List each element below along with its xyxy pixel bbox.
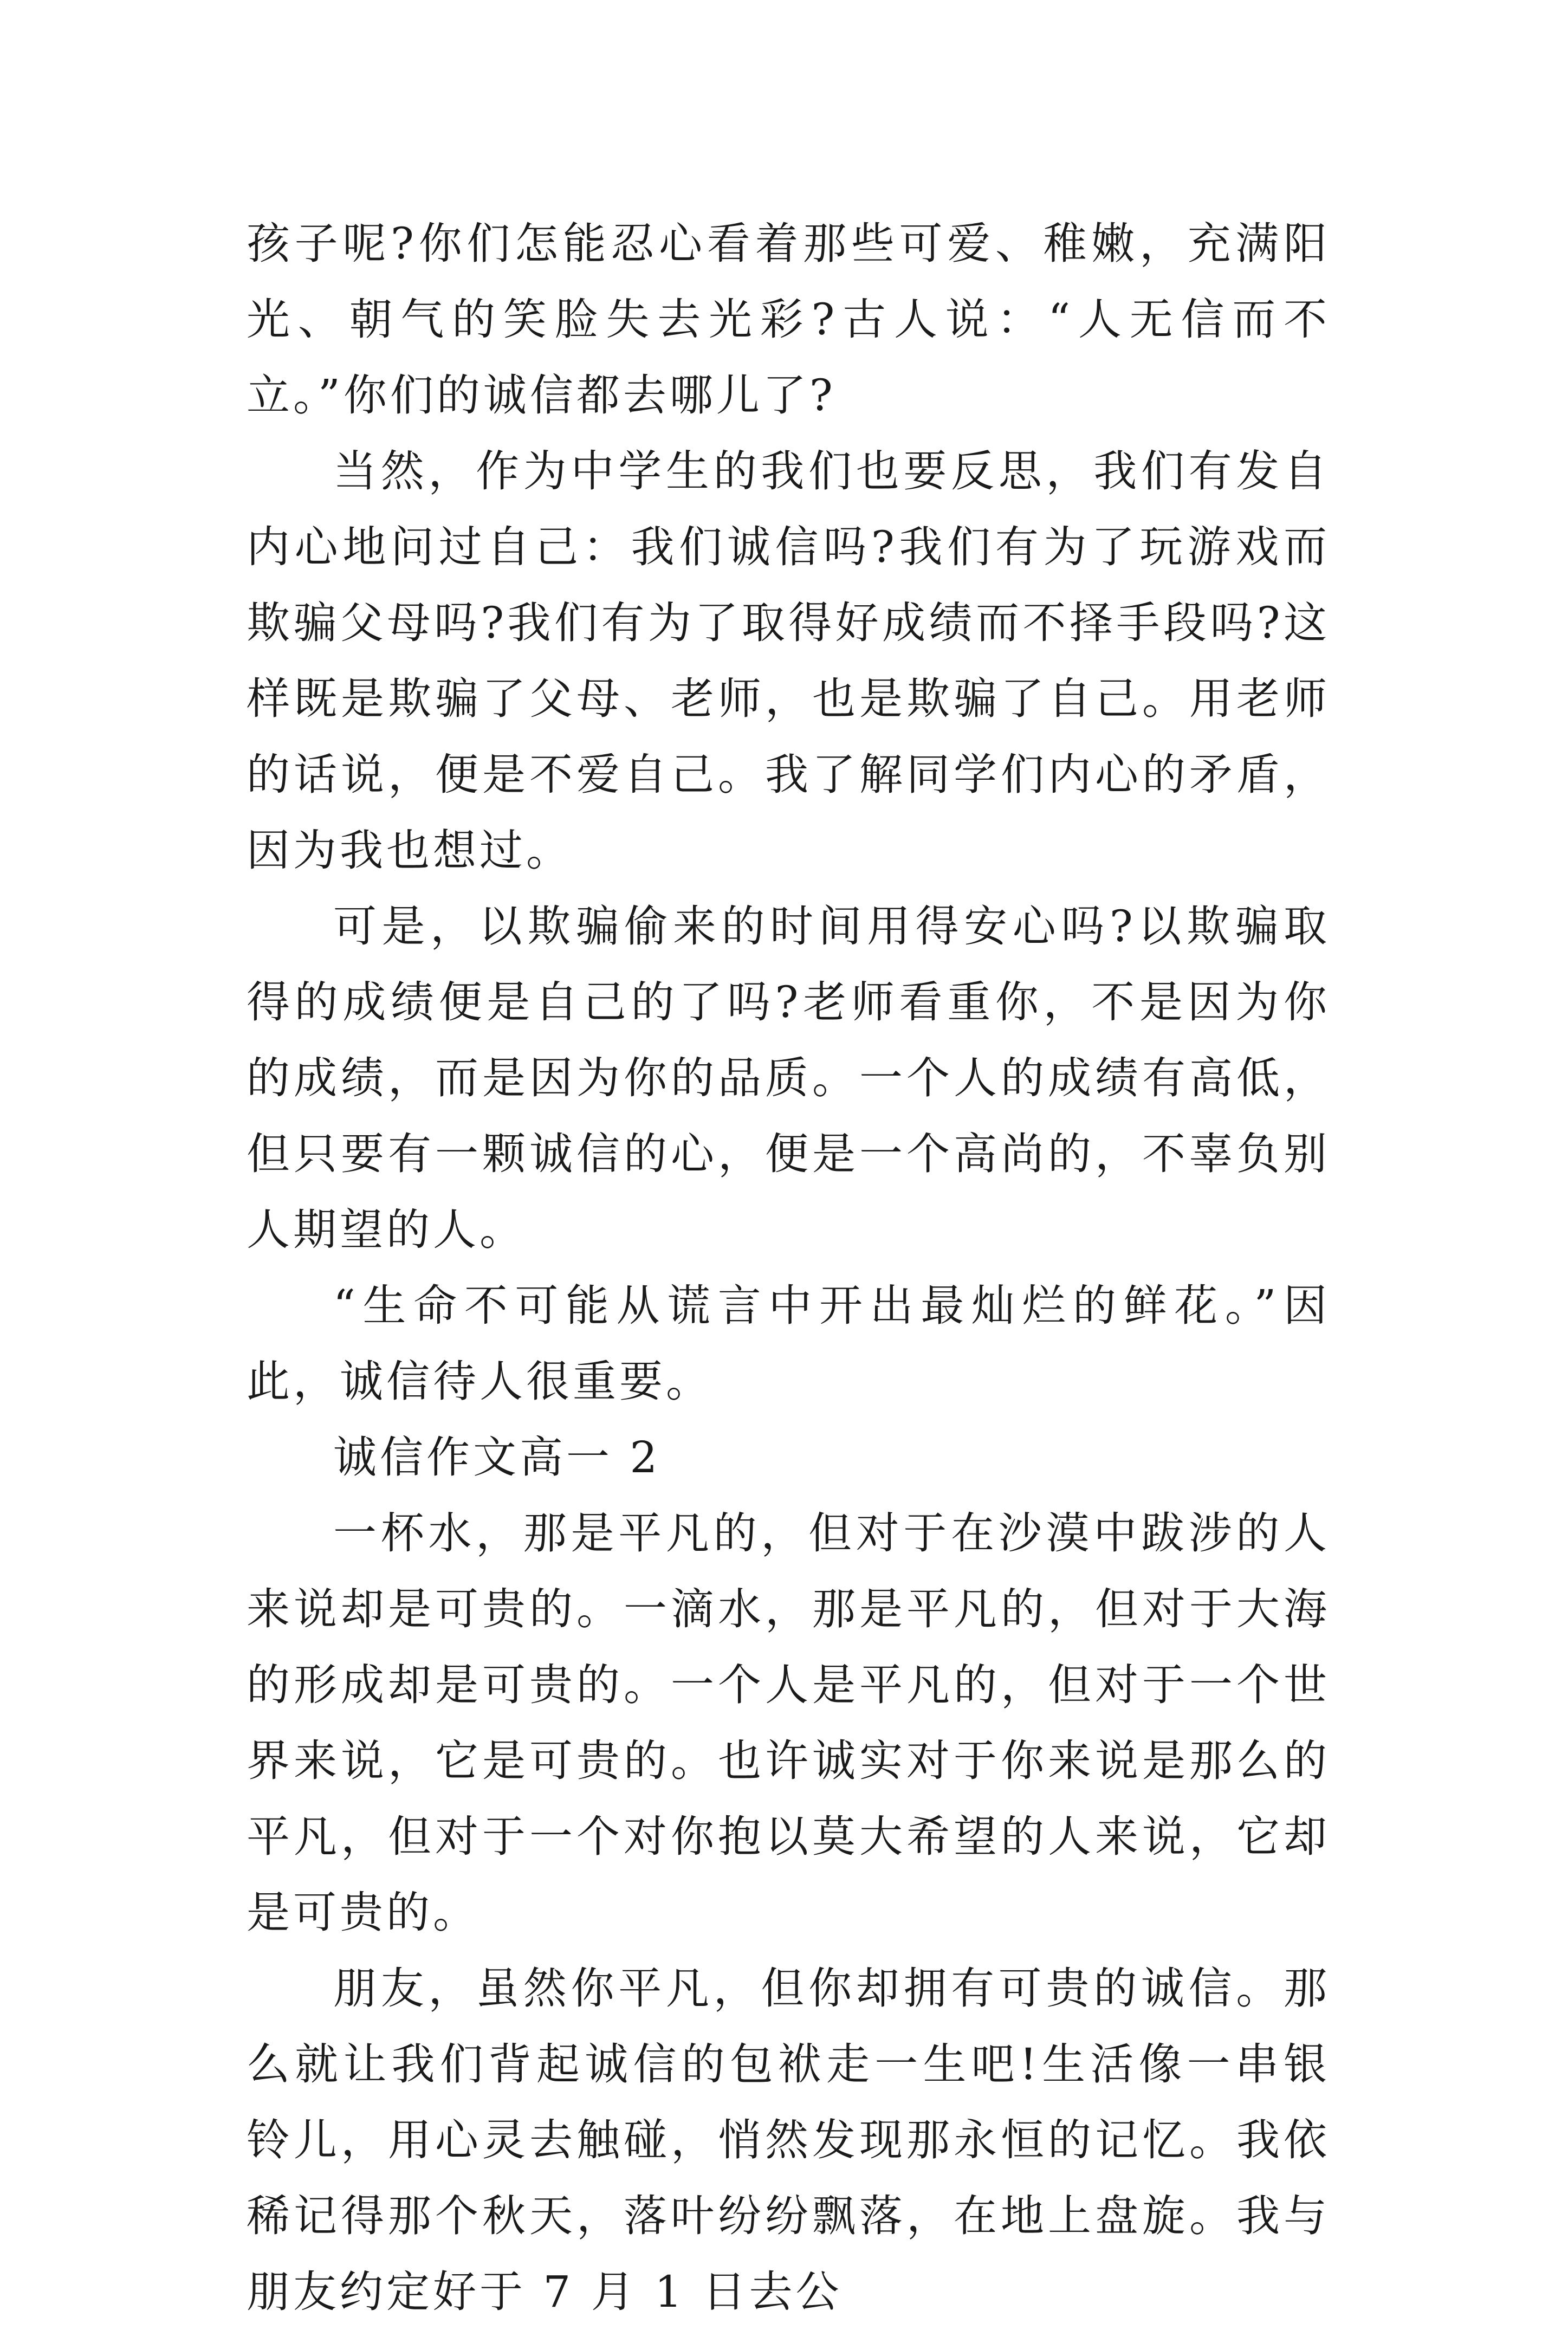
paragraph-2: 当然，作为中学生的我们也要反思，我们有发自内心地问过自己：我们诚信吗?我们有为了玩游戏而欺骗父母吗?我们有为了取得好成绩而不择手段吗?这样既是欺骗了父母、老师，也是欺骗了自己。用老师的话说，便是不爱自己。我了解同学们内心的矛盾，因为我也想过。 — [247, 446, 1330, 876]
document-body — [247, 206, 1330, 2330]
section-heading: 诚信作文高一 2 — [333, 1432, 661, 1483]
paragraph-5: 一杯水，那是平凡的，但对于在沙漠中跋涉的人来说却是可贵的。一滴水，那是平凡的，但对于大海的形成却是可贵的。一个人是平凡的，但对于一个世界来说，它是可贵的。也许诚实对于你来说是那么的平凡，但对于一个对你抱以莫大希望的人来说，它却是可贵的。 — [247, 1508, 1330, 1938]
paragraph-4: “生命不可能从谎言中开出最灿烂的鲜花。”因此，诚信待人很重要。 — [247, 1280, 1330, 1407]
paragraph-6: 朋友，虽然你平凡，但你却拥有可贵的诚信。那么就让我们背起诚信的包袱走一生吧!生活像一串银铃儿，用心灵去触碰，悄然发现那永恒的记忆。我依稀记得那个秋天，落叶纷纷飘落，在地上盘旋。我与朋友约定好于 7 月 1 日去公 — [247, 1963, 1330, 2317]
paragraph-3: 可是，以欺骗偷来的时间用得安心吗?以欺骗取得的成绩便是自己的了吗?老师看重你，不是因为你的成绩，而是因为你的品质。一个人的成绩有高低，但只要有一颗诚信的心，便是一个高尚的，不辜负别人期望的人。 — [247, 901, 1330, 1255]
paragraph-1: 孩子呢?你们怎能忍心看着那些可爱、稚嫩，充满阳光、朝气的笑脸失去光彩?古人说：“人无信而不立。”你们的诚信都去哪儿了? — [247, 218, 1330, 420]
